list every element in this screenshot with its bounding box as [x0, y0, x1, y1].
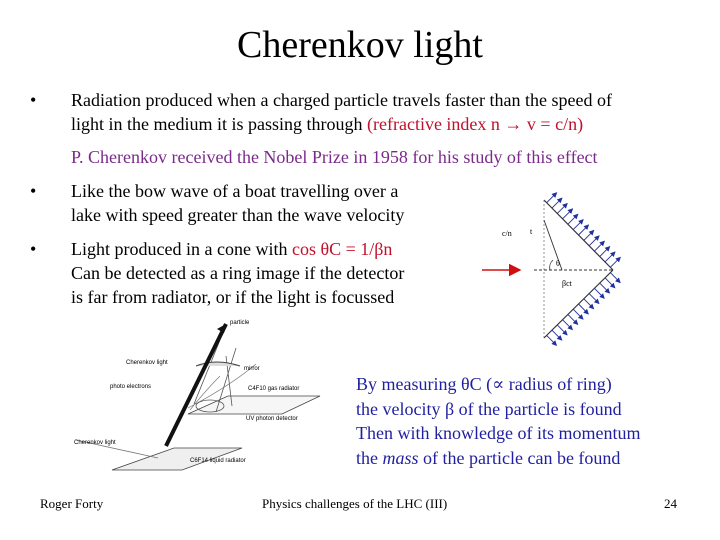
- photon-arrow: [557, 325, 567, 335]
- wavefront-arrows-lower: [547, 273, 620, 346]
- wavefront-arrows-upper: [547, 193, 621, 268]
- photon-arrow: [610, 257, 620, 267]
- bullet-marker: •: [30, 90, 37, 110]
- photon-arrow: [600, 247, 610, 257]
- uv-photon-detector-plane: [188, 396, 320, 414]
- measurement-line2: the velocity β of the particle is found: [356, 398, 622, 419]
- footer-author: Roger Forty: [40, 496, 104, 511]
- measurement-line4-prefix: the: [356, 447, 383, 468]
- cherenkov-angle-formula: cos θC = 1/βn: [291, 239, 393, 259]
- photon-arrow: [573, 309, 583, 319]
- cherenkov-cone-diagram: [478, 186, 708, 352]
- bullet2-line2: lake with speed greater than the wave velocity: [71, 205, 405, 225]
- photon-arrow: [605, 252, 615, 262]
- photon-arrow: [579, 225, 589, 235]
- photon-arrow: [568, 314, 578, 324]
- bullet3-line3: is far from radiator, or if the light is focussed: [71, 287, 395, 307]
- bullet2-line1: Like the bow wave of a boat travelling over a: [71, 181, 399, 201]
- measurement-line1: By measuring θC (∝ radius of ring): [356, 374, 612, 394]
- particle-track-main: [166, 324, 226, 446]
- photon-arrow: [605, 278, 615, 288]
- label-uv-detector: UV photon detector: [246, 416, 298, 422]
- photon-arrow: [600, 283, 610, 293]
- bullet1-line1: Radiation produced when a charged particle travels faster than the speed of: [71, 90, 612, 110]
- label-mirror: mirror: [244, 366, 260, 372]
- measurement-mass: mass: [382, 447, 419, 468]
- label-cherenkov-light-bottom: Cherenkov light: [74, 440, 116, 446]
- photon-arrow: [610, 273, 620, 283]
- bullet-marker: •: [30, 181, 37, 201]
- bullet3-line2: Can be detected as a ring image if the detector: [71, 263, 405, 283]
- measurement-line3: Then with knowledge of its momentum: [356, 423, 641, 443]
- bullet1-line2: [71, 112, 583, 136]
- label-cherenkov-light-top: Cherenkov light: [126, 360, 168, 366]
- nobel-note: P. Cherenkov received the Nobel Prize in 1958 for his study of this effect: [71, 147, 598, 167]
- photon-arrow: [594, 288, 604, 298]
- rich-detector-diagram: [70, 316, 350, 486]
- photon-arrow: [552, 330, 562, 340]
- measurement-line4: [356, 446, 696, 471]
- measurement-line4-suffix: of the particle can be found: [418, 447, 621, 468]
- label-gas-radiator: C4F10 gas radiator: [248, 386, 300, 392]
- photon-arrow: [573, 220, 583, 230]
- photon-arrow: [557, 204, 567, 214]
- measurement-note: [356, 372, 696, 470]
- photon-arrow: [584, 230, 594, 240]
- label-beta-ct: βct: [562, 279, 572, 288]
- label-c-over-n: c/n: [502, 229, 512, 238]
- footer-course: Physics challenges of the LHC (III): [262, 496, 448, 511]
- slide-title: Cherenkov light: [237, 24, 483, 66]
- bullet1-line2-text: light in the medium it is passing through: [71, 114, 367, 134]
- bullet-marker: •: [30, 239, 37, 259]
- bullet3-line1: [71, 237, 392, 261]
- photon-arrow: [568, 214, 578, 224]
- label-liquid-radiator: C6F14 liquid radiator: [190, 458, 246, 464]
- photon-arrow: [579, 304, 589, 314]
- photon-arrow: [584, 299, 594, 309]
- photon-arrow: [547, 193, 557, 203]
- label-theta: θ: [556, 259, 560, 268]
- photon-arrow: [547, 335, 557, 345]
- bullet3-line1-text: Light produced in a cone with: [71, 239, 292, 259]
- photon-arrow: [589, 236, 599, 246]
- theta-arc: [550, 260, 553, 270]
- photon-arrow: [563, 320, 573, 330]
- photon-arrow: [552, 198, 562, 208]
- label-photo-electrons: photo electrons: [110, 384, 152, 390]
- photon-arrow: [594, 241, 604, 251]
- footer-page-number: 24: [664, 496, 677, 511]
- photon-arrow: [589, 294, 599, 304]
- photon-arrow: [563, 209, 573, 219]
- mirror-shape: [196, 362, 240, 366]
- refractive-index-note: (refractive index n → v = c/n): [367, 114, 584, 134]
- label-particle: particle: [230, 320, 250, 326]
- label-t: t: [530, 227, 533, 236]
